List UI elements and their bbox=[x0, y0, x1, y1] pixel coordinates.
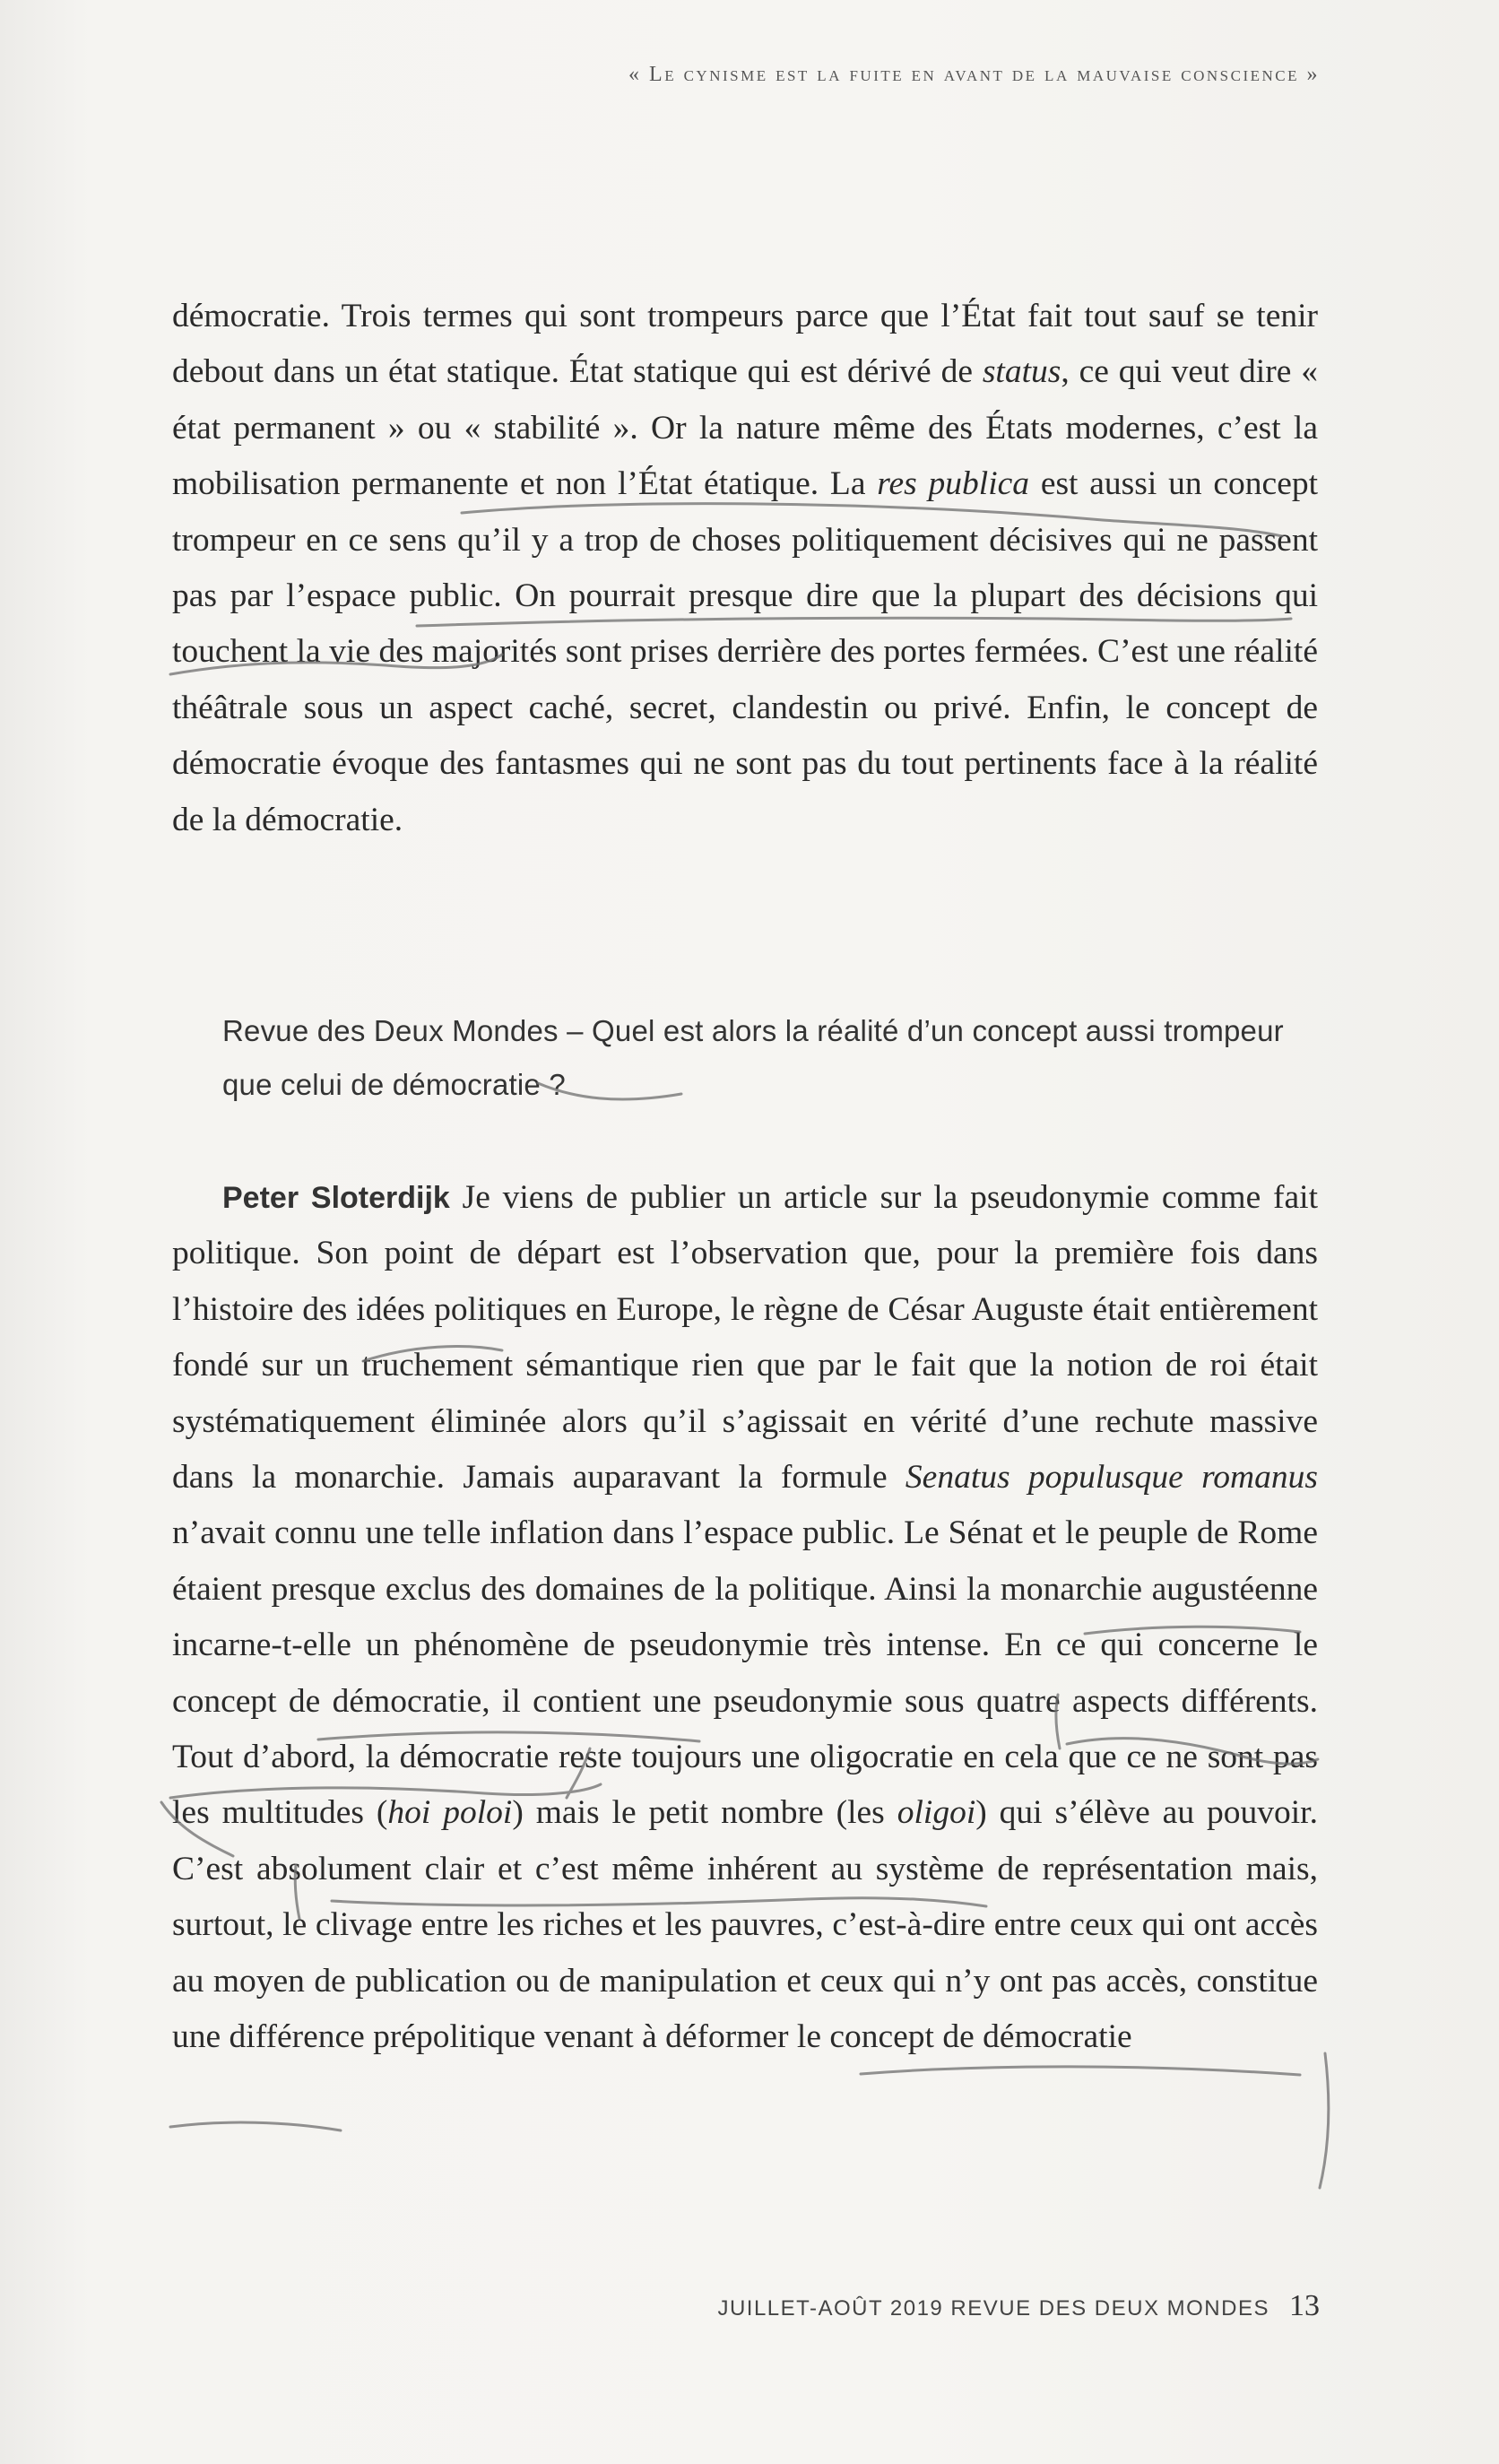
paragraph-text bbox=[172, 1170, 1318, 2066]
text-run: ) qui s’élève au pouvoir. C’est absolument clair et c’est même inhérent au système de représentation mais, surtout, le clivage entre les riches et les pauvres, c’est-à-dire entre ceux qui ont accès au moyen de publication ou de manipulation et ceux qui n’y ont pas accès, constitue une différence prépolitique venant à déformer le concept de démocratie bbox=[172, 1794, 1318, 2056]
paragraph-intro bbox=[172, 289, 1318, 848]
text-run: ) mais le petit nombre (les bbox=[512, 1794, 897, 1832]
text-run: n’avait connu une telle inflation dans l’espace public. Le Sénat et le peuple de Rome étaient presque exclus des domaines de la politique. Ainsi la monarchie augustéenne incarne-t-elle un phénomène de pseudonymie très intense. En ce qui concerne le concept de démocratie, il contient une pseudonymie sous quatre aspects différents. Tout d’abord, la démocratie reste toujours une oligocratie en cela que ce ne sont pas les multitudes ( bbox=[172, 1514, 1318, 1832]
paragraph-text bbox=[172, 289, 1318, 848]
page-number: 13 bbox=[1289, 2289, 1320, 2322]
paragraph-answer bbox=[172, 1170, 1318, 2066]
pencil-underline bbox=[861, 2067, 1300, 2075]
italic-term-res-publica: res publica bbox=[877, 465, 1030, 503]
interviewer-question: Revue des Deux Mondes – Quel est alors la réalité d’un concept aussi trompeur que celui de démocratie ? bbox=[222, 1014, 1284, 1101]
pencil-underline bbox=[170, 2122, 341, 2130]
page-footer bbox=[170, 2289, 1320, 2323]
italic-term-hoi-poloi: hoi poloi bbox=[387, 1794, 513, 1832]
italic-term-senatus: Senatus populusque romanus bbox=[905, 1459, 1318, 1497]
running-head: « Le cynisme est la fuite en avant de la mauvaise conscience » bbox=[628, 63, 1320, 86]
speaker-name: Peter Sloterdijk bbox=[222, 1181, 450, 1215]
italic-term-status: status bbox=[982, 353, 1061, 391]
text-run: , ce qui veut dire « état permanent » ou « stabilité ». Or la nature même des États modernes, c’est la mobilisation permanente et non l’État étatique. La bbox=[172, 353, 1318, 503]
issue-label: JUILLET-AOÛT 2019 REVUE DES DEUX MONDES bbox=[717, 2296, 1269, 2321]
pencil-bracket bbox=[1320, 2053, 1329, 2188]
italic-term-oligoi: oligoi bbox=[897, 1794, 976, 1832]
text-run: démocratie. Trois termes qui sont trompeurs parce que l’État fait tout sauf se tenir debout dans un état statique. État statique qui est dérivé de bbox=[172, 298, 1318, 391]
text-run: Je viens de publier un article sur la pseudonymie comme fait politique. Son point de départ est l’observation que, pour la première fois dans l’histoire des idées politiques en Europe, le règne de César Auguste était entièrement fondé sur un truchement sémantique rien que par le fait que la notion de roi était systématiquement éliminée alors qu’il s’agissait en vérité d’une rechute massive dans la monarchie. Jamais auparavant la formule bbox=[172, 1179, 1318, 1497]
text-run: est aussi un concept trompeur en ce sens qu’il y a trop de choses politiquement décisives qui ne passent pas par l’espace public. On pourrait presque dire que la plupart des décisions qui touchent la vie des majorités sont prises derrière des portes fermées. C’est une réalité théâtrale sous un aspect caché, secret, clandestin ou privé. Enfin, le concept de démocratie évoque des fantasmes qui ne sont pas du tout pertinents face à la réalité de la démocratie. bbox=[172, 465, 1319, 838]
